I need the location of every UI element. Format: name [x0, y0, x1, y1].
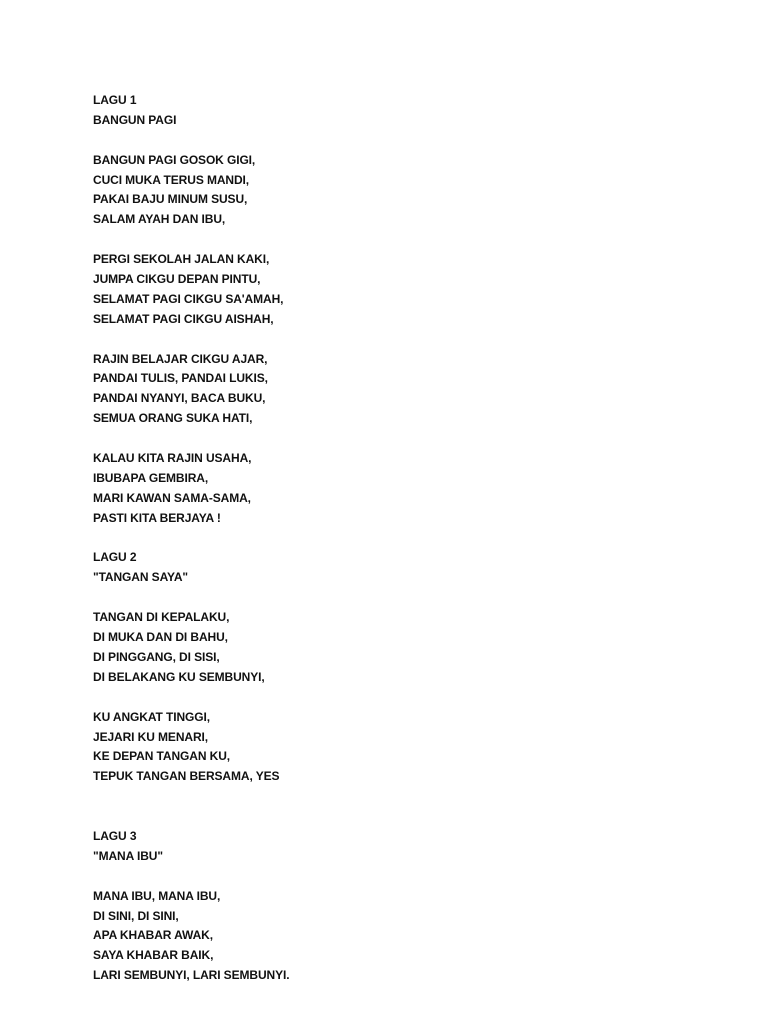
blank-line: [93, 787, 733, 827]
lyric-line: APA KHABAR AWAK,: [93, 928, 213, 943]
lyric-line: BANGUN PAGI GOSOK GIGI,: [93, 152, 256, 167]
lyric-line: MANA IBU, MANA IBU,: [93, 888, 221, 903]
lyric-line: SELAMAT PAGI CIKGU AISHAH,: [93, 311, 274, 326]
document-page: [93, 91, 733, 986]
lyric-line: DI MUKA DAN DI BAHU,: [93, 630, 228, 645]
lyric-line: KU ANGKAT TINGGI,: [93, 709, 210, 724]
blank-line: [93, 230, 733, 250]
lyric-line: RAJIN BELAJAR CIKGU AJAR,: [93, 351, 268, 366]
lyric-line: SAYA KHABAR BAIK,: [93, 948, 214, 963]
lyric-line: KALAU KITA RAJIN USAHA,: [93, 451, 252, 466]
song-3: [93, 827, 733, 986]
lyric-line: LARI SEMBUNYI, LARI SEMBUNYI.: [93, 968, 290, 983]
lyric-line: TEPUK TANGAN BERSAMA, YES: [93, 769, 280, 784]
lyric-line: DI PINGGANG, DI SISI,: [93, 649, 220, 664]
lyric-line: MARI KAWAN SAMA-SAMA,: [93, 490, 251, 505]
lyric-line: CUCI MUKA TERUS MANDI,: [93, 172, 250, 187]
song-title: "TANGAN SAYA": [93, 570, 188, 585]
lyric-line: PASTI KITA BERJAYA !: [93, 510, 221, 525]
lyric-line: DI SINI, DI SINI,: [93, 908, 179, 923]
lyric-line: TANGAN DI KEPALAKU,: [93, 610, 230, 625]
lyric-line: PANDAI TULIS, PANDAI LUKIS,: [93, 371, 268, 386]
song-2: [93, 548, 733, 826]
blank-line: [93, 330, 733, 350]
lyric-line: SALAM AYAH DAN IBU,: [93, 212, 226, 227]
blank-line: [93, 688, 733, 708]
song-title: "MANA IBU": [93, 848, 163, 863]
lyric-line: PAKAI BAJU MINUM SUSU,: [93, 192, 248, 207]
lyric-line: JEJARI KU MENARI,: [93, 729, 208, 744]
song-label: LAGU 1: [93, 93, 137, 107]
lyric-line: IBUBAPA GEMBIRA,: [93, 470, 209, 485]
lyric-line: PERGI SEKOLAH JALAN KAKI,: [93, 252, 270, 267]
lyric-line: KE DEPAN TANGAN KU,: [93, 749, 230, 764]
lyric-line: JUMPA CIKGU DEPAN PINTU,: [93, 272, 261, 287]
blank-line: [93, 429, 733, 449]
blank-line: [93, 131, 733, 151]
lyric-line: SEMUA ORANG SUKA HATI,: [93, 411, 253, 426]
song-label: LAGU 3: [93, 828, 137, 843]
song-1: [93, 91, 733, 548]
lyric-line: PANDAI NYANYI, BACA BUKU,: [93, 391, 266, 406]
song-label: LAGU 2: [93, 550, 137, 565]
blank-line: [93, 867, 733, 887]
blank-line: [93, 529, 733, 549]
lyric-line: SELAMAT PAGI CIKGU SA'AMAH,: [93, 291, 284, 306]
song-title: BANGUN PAGI: [93, 112, 177, 127]
blank-line: [93, 588, 733, 608]
lyric-line: DI BELAKANG KU SEMBUNYI,: [93, 669, 265, 684]
